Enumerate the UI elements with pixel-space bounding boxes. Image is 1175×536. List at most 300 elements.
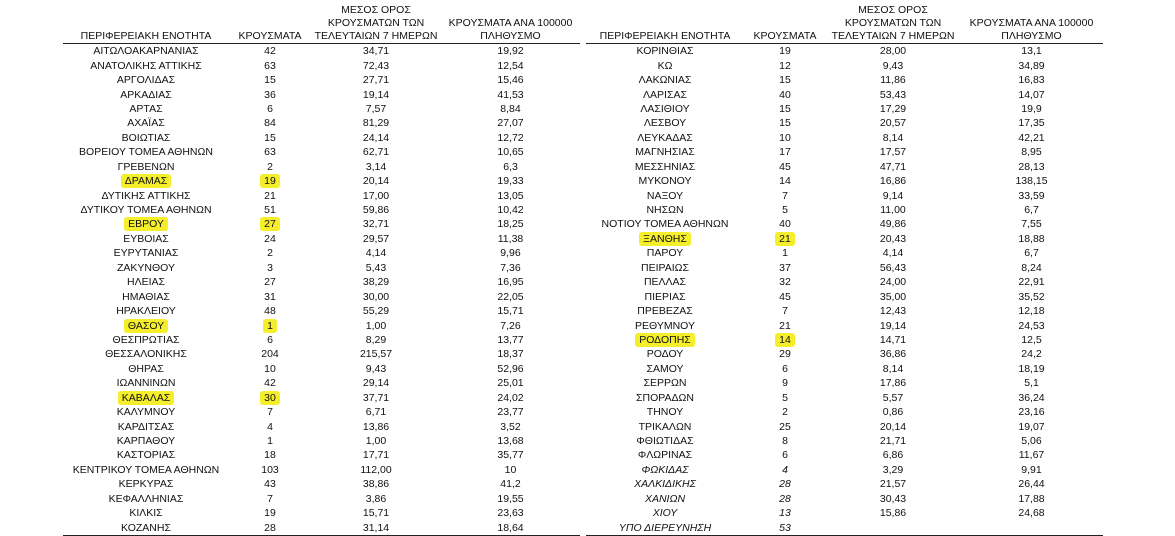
region-cell: [63, 261, 229, 275]
cases-cell-text: 8: [782, 435, 788, 448]
region-cell-text: ΗΡΑΚΛΕΙΟΥ: [116, 305, 176, 318]
cases-per-100k-cell: [960, 44, 1103, 59]
avg-7-days-cell-text: 21,71: [879, 435, 907, 448]
cases-cell: [744, 477, 826, 491]
region-cell-text: ΚΟΡΙΝΘΙΑΣ: [636, 45, 694, 58]
cases-per-100k-cell-text: 16,83: [1018, 74, 1045, 87]
avg-7-days-cell: [826, 188, 960, 202]
region-cell-text: ΚΕΦΑΛΛΗΝΙΑΣ: [108, 492, 184, 505]
cases-per-100k-cell: [441, 477, 580, 491]
cases-cell: [229, 289, 311, 303]
region-cell-text: ΜΑΓΝΗΣΙΑΣ: [635, 146, 695, 159]
table-row: [586, 289, 1103, 303]
cases-cell-text: 7: [782, 305, 788, 318]
cases-cell-text: 48: [264, 305, 276, 318]
table-row: [63, 434, 580, 448]
avg-7-days-cell-text: 12,43: [879, 305, 907, 318]
cases-cell-text: 28: [779, 478, 791, 491]
avg-7-days-cell: [826, 506, 960, 520]
cases-per-100k-cell: [960, 261, 1103, 275]
region-cell-text: ΚΑΡΠΑΘΟΥ: [116, 435, 176, 448]
region-cell: [586, 116, 744, 130]
cases-cell: [744, 73, 826, 87]
avg-7-days-cell-text: 53,43: [879, 88, 907, 101]
avg-7-days-cell: [311, 246, 441, 260]
cases-per-100k-cell: [960, 492, 1103, 506]
avg-7-days-cell: [311, 463, 441, 477]
avg-7-days-cell-text: 19,14: [879, 319, 907, 332]
avg-7-days-cell: [826, 73, 960, 87]
avg-7-days-cell: [311, 87, 441, 101]
cases-per-100k-cell-text: 6,7: [1024, 204, 1039, 217]
table-row: [586, 232, 1103, 246]
cases-cell: [744, 405, 826, 419]
avg-7-days-cell: [826, 376, 960, 390]
avg-7-days-cell: [826, 333, 960, 347]
cases-per-100k-cell-text: 7,26: [500, 319, 521, 332]
cases-per-100k-cell: [960, 203, 1103, 217]
avg-7-days-cell-text: 17,57: [879, 146, 907, 159]
cases-per-100k-cell: [441, 102, 580, 116]
cases-cell-text: 28: [779, 492, 791, 505]
region-cell-text: ΚΩ: [657, 59, 673, 72]
cases-per-100k-cell: [960, 304, 1103, 318]
region-cell: [586, 506, 744, 520]
avg-7-days-cell: [311, 304, 441, 318]
table-row: [63, 304, 580, 318]
region-cell-text: ΗΜΑΘΙΑΣ: [122, 290, 170, 303]
region-cell: [63, 506, 229, 520]
cases-cell: [229, 477, 311, 491]
region-cell-text: ΛΕΥΚΑΔΑΣ: [637, 131, 693, 144]
cases-cell-text: 43: [264, 478, 276, 491]
region-cell: [586, 463, 744, 477]
table-row: [63, 102, 580, 116]
avg-7-days-cell: [311, 391, 441, 405]
avg-7-days-cell-text: 32,71: [362, 218, 390, 231]
region-cell: [586, 434, 744, 448]
avg-7-days-cell-text: 19,14: [362, 88, 390, 101]
cases-cell: [744, 318, 826, 332]
region-cell: [63, 275, 229, 289]
avg-7-days-cell-text: 38,86: [362, 478, 390, 491]
avg-7-days-cell: [311, 520, 441, 535]
cases-cell: [744, 275, 826, 289]
cases-per-100k-cell: [441, 347, 580, 361]
cases-cell: [744, 203, 826, 217]
region-cell: [63, 87, 229, 101]
region-cell: [63, 217, 229, 231]
header-avg-7-days: ΜΕΣΟΣ ΟΡΟΣ ΚΡΟΥΣΜΑΤΩΝ ΤΩΝ ΤΕΛΕΥΤΑΙΩΝ 7 ΗΜΕΡΩΝ: [311, 4, 441, 44]
cases-per-100k-cell: [441, 520, 580, 535]
cases-per-100k-cell-text: 9,91: [1021, 463, 1042, 476]
region-cell: [63, 145, 229, 159]
avg-7-days-cell-text: 30,00: [362, 290, 390, 303]
region-cell-text: ΣΑΜΟΥ: [646, 362, 684, 375]
cases-per-100k-cell-text: 26,44: [1018, 478, 1045, 491]
region-cell: [586, 419, 744, 433]
cases-cell: [229, 188, 311, 202]
cases-cell: [744, 434, 826, 448]
cases-per-100k-cell: [441, 434, 580, 448]
avg-7-days-cell: [826, 391, 960, 405]
region-cell: [586, 102, 744, 116]
avg-7-days-cell: [826, 261, 960, 275]
cases-per-100k-cell: [441, 463, 580, 477]
cases-per-100k-cell-text: 8,24: [1021, 261, 1042, 274]
cases-per-100k-cell-text: 8,84: [500, 102, 521, 115]
region-cell-text: ΤΗΝΟΥ: [646, 406, 684, 419]
header-row: [586, 4, 1103, 44]
avg-7-days-cell-text: 20,14: [362, 175, 390, 188]
cases-per-100k-cell-text: 19,9: [1021, 102, 1042, 115]
avg-7-days-cell-text: 17,86: [879, 377, 907, 390]
cases-cell: [744, 232, 826, 246]
table-row: [63, 174, 580, 188]
avg-7-days-cell: [311, 44, 441, 59]
avg-7-days-cell: [826, 232, 960, 246]
region-cell-text: ΑΡΚΑΔΙΑΣ: [120, 88, 172, 101]
region-cell-text: ΝΟΤΙΟΥ ΤΟΜΕΑ ΑΘΗΝΩΝ: [601, 218, 729, 231]
table-row: [63, 448, 580, 462]
cases-per-100k-cell: [960, 131, 1103, 145]
cases-per-100k-cell-text: 42,21: [1018, 131, 1045, 144]
cases-per-100k-cell: [441, 232, 580, 246]
avg-7-days-cell-text: 6,71: [365, 406, 387, 419]
cases-cell: [744, 160, 826, 174]
cases-per-100k-cell: [441, 405, 580, 419]
cases-per-100k-cell-text: 24,53: [1018, 319, 1045, 332]
region-cell-text: ΧΑΝΙΩΝ: [644, 492, 686, 505]
cases-per-100k-cell: [441, 376, 580, 390]
cases-per-100k-cell-text: 18,37: [497, 348, 524, 361]
cases-cell-text: 45: [779, 160, 791, 173]
region-cell-text: ΦΩΚΙΔΑΣ: [641, 463, 689, 476]
avg-7-days-cell-text: 13,86: [362, 420, 390, 433]
avg-7-days-cell: [311, 506, 441, 520]
region-cell-text: ΠΡΕΒΕΖΑΣ: [637, 305, 693, 318]
cases-cell-text: 7: [782, 189, 788, 202]
cases-cell-text: 12: [779, 59, 791, 72]
avg-7-days-cell-text: 17,29: [879, 102, 907, 115]
avg-7-days-cell: [826, 275, 960, 289]
region-cell-text: ΕΥΒΟΙΑΣ: [123, 232, 169, 245]
cases-cell: [229, 492, 311, 506]
cases-cell: [229, 333, 311, 347]
cases-per-100k-cell-text: 5,06: [1021, 435, 1042, 448]
cases-cell-text: 15: [264, 131, 276, 144]
cases-per-100k-cell-text: 18,64: [497, 521, 524, 534]
region-cell-text: ΑΝΑΤΟΛΙΚΗΣ ΑΤΤΙΚΗΣ: [90, 59, 202, 72]
avg-7-days-cell-text: 28,00: [879, 45, 907, 58]
avg-7-days-cell: [311, 116, 441, 130]
cases-cell: [229, 448, 311, 462]
cases-per-100k-cell-text: 18,25: [497, 218, 524, 231]
cases-cell-text: 32: [779, 276, 791, 289]
cases-cell-text: 21: [775, 232, 795, 246]
cases-cell-text: 4: [782, 463, 788, 476]
region-cell-text: ΙΩΑΝΝΙΝΩΝ: [116, 377, 176, 390]
region-cell: [586, 232, 744, 246]
region-cell: [586, 448, 744, 462]
cases-per-100k-cell-text: 36,24: [1018, 391, 1045, 404]
region-cell-text: ΚΟΖΑΝΗΣ: [121, 521, 171, 534]
region-cell: [63, 304, 229, 318]
avg-7-days-cell: [311, 73, 441, 87]
avg-7-days-cell-text: 21,57: [879, 478, 907, 491]
cases-per-100k-cell: [441, 131, 580, 145]
table-row: [63, 492, 580, 506]
cases-per-100k-cell: [960, 116, 1103, 130]
avg-7-days-cell-text: 29,57: [362, 232, 390, 245]
region-cell-text: ΕΒΡΟΥ: [124, 217, 168, 231]
cases-cell: [744, 145, 826, 159]
cases-per-100k-cell-text: 33,59: [1018, 189, 1045, 202]
avg-7-days-cell: [826, 160, 960, 174]
avg-7-days-cell: [311, 261, 441, 275]
cases-cell: [744, 376, 826, 390]
cases-per-100k-cell: [960, 506, 1103, 520]
region-cell-text: ΒΟΡΕΙΟΥ ΤΟΜΕΑ ΑΘΗΝΩΝ: [79, 146, 213, 159]
cases-cell-text: 30: [260, 391, 280, 405]
avg-7-days-cell: [311, 448, 441, 462]
table-row: [63, 376, 580, 390]
cases-per-100k-cell: [441, 58, 580, 72]
region-cell: [63, 174, 229, 188]
region-cell-text: ΦΛΩΡΙΝΑΣ: [637, 449, 693, 462]
region-cell: [586, 391, 744, 405]
avg-7-days-cell: [826, 448, 960, 462]
table-row: [586, 347, 1103, 361]
table-row: [586, 448, 1103, 462]
region-cell-text: ΘΕΣΣΑΛΟΝΙΚΗΣ: [105, 348, 187, 361]
avg-7-days-cell-text: 62,71: [362, 146, 390, 159]
region-cell-text: ΔΥΤΙΚΗΣ ΑΤΤΙΚΗΣ: [101, 189, 191, 202]
region-cell: [63, 419, 229, 433]
region-cell-text: ΠΕΛΛΑΣ: [643, 276, 687, 289]
region-cell: [63, 318, 229, 332]
avg-7-days-cell: [311, 376, 441, 390]
cases-per-100k-cell: [960, 405, 1103, 419]
region-cell-text: ΚΑΣΤΟΡΙΑΣ: [116, 449, 176, 462]
cases-cell-text: 1: [263, 319, 277, 333]
table-row: [63, 58, 580, 72]
region-cell: [586, 477, 744, 491]
cases-per-100k-cell: [960, 73, 1103, 87]
table-row: [586, 419, 1103, 433]
avg-7-days-cell-text: 36,86: [879, 348, 907, 361]
region-cell-text: ΦΘΙΩΤΙΔΑΣ: [636, 435, 694, 448]
table-row: [63, 477, 580, 491]
cases-per-100k-cell-text: 35,52: [1018, 290, 1045, 303]
cases-cell: [229, 520, 311, 535]
table-row: [586, 362, 1103, 376]
cases-per-100k-cell: [960, 58, 1103, 72]
region-cell: [586, 405, 744, 419]
cases-cell-text: 28: [264, 521, 276, 534]
region-cell-text: ΛΑΡΙΣΑΣ: [643, 88, 687, 101]
avg-7-days-cell: [311, 188, 441, 202]
region-cell-text: ΚΑΡΔΙΤΣΑΣ: [117, 420, 175, 433]
region-cell-text: ΔΥΤΙΚΟΥ ΤΟΜΕΑ ΑΘΗΝΩΝ: [80, 204, 212, 217]
table-row: [63, 116, 580, 130]
cases-per-100k-cell: [441, 492, 580, 506]
table-row: [586, 477, 1103, 491]
cases-per-100k-cell-text: 6,7: [1024, 247, 1039, 260]
cases-cell: [229, 174, 311, 188]
cases-cell: [229, 275, 311, 289]
cases-per-100k-cell: [960, 376, 1103, 390]
cases-cell: [229, 145, 311, 159]
cases-per-100k-cell: [441, 506, 580, 520]
cases-per-100k-cell-text: 34,89: [1018, 59, 1045, 72]
cases-cell-text: 103: [261, 463, 279, 476]
cases-per-100k-cell: [960, 275, 1103, 289]
cases-cell-text: 53: [779, 521, 791, 534]
avg-7-days-cell: [826, 102, 960, 116]
region-cell: [586, 492, 744, 506]
cases-per-100k-cell: [960, 434, 1103, 448]
cases-per-100k-cell-text: 6,3: [503, 160, 518, 173]
region-cell-text: ΘΕΣΠΡΩΤΙΑΣ: [112, 333, 180, 346]
avg-7-days-cell: [826, 289, 960, 303]
region-cell: [63, 58, 229, 72]
cases-per-100k-cell-text: 22,05: [497, 290, 524, 303]
cases-per-100k-cell: [441, 419, 580, 433]
avg-7-days-cell: [311, 477, 441, 491]
cases-cell: [744, 506, 826, 520]
region-cell-text: ΕΥΡΥΤΑΝΙΑΣ: [113, 247, 179, 260]
region-cell-text: ΤΡΙΚΑΛΩΝ: [638, 420, 692, 433]
cases-cell: [744, 116, 826, 130]
cases-cell-text: 37: [779, 261, 791, 274]
cases-per-100k-cell: [441, 362, 580, 376]
avg-7-days-cell-text: 7,57: [365, 102, 387, 115]
cases-per-100k-cell-text: 13,05: [497, 189, 524, 202]
cases-per-100k-cell: [960, 188, 1103, 202]
avg-7-days-cell-text: 6,86: [882, 449, 904, 462]
region-cell: [586, 275, 744, 289]
avg-7-days-cell: [826, 405, 960, 419]
region-cell: [586, 289, 744, 303]
avg-7-days-cell: [826, 145, 960, 159]
table-row: [586, 131, 1103, 145]
region-cell-text: ΓΡΕΒΕΝΩΝ: [117, 160, 175, 173]
region-cell: [63, 160, 229, 174]
cases-cell-text: 25: [779, 420, 791, 433]
cases-cell: [229, 131, 311, 145]
cases-cell-text: 31: [264, 290, 276, 303]
cases-per-100k-cell: [960, 477, 1103, 491]
table-row: [586, 333, 1103, 347]
avg-7-days-cell-text: 4,14: [882, 247, 904, 260]
header-cases-per-100k: ΚΡΟΥΣΜΑΤΑ ΑΝΑ 100000 ΠΛΗΘΥΣΜΟ: [441, 4, 580, 44]
cases-cell-text: 42: [264, 45, 276, 58]
cases-per-100k-cell: [441, 289, 580, 303]
region-cell-text: ΑΡΤΑΣ: [129, 102, 163, 115]
region-cell: [586, 347, 744, 361]
table-row: [63, 289, 580, 303]
cases-cell: [744, 246, 826, 260]
table-row: [63, 347, 580, 361]
cases-per-100k-cell: [441, 160, 580, 174]
cases-cell: [744, 44, 826, 59]
cases-cell-text: 18: [264, 449, 276, 462]
cases-per-100k-cell-text: 19,07: [1018, 420, 1045, 433]
region-cell-text: ΧΑΛΚΙΔΙΚΗΣ: [634, 478, 696, 491]
cases-cell: [744, 419, 826, 433]
cases-cell: [229, 391, 311, 405]
cases-per-100k-cell: [441, 261, 580, 275]
avg-7-days-cell: [826, 463, 960, 477]
cases-per-100k-cell-text: 22,91: [1018, 276, 1045, 289]
cases-cell-text: 36: [264, 88, 276, 101]
table-row: [586, 44, 1103, 59]
region-cell-text: ΛΑΚΩΝΙΑΣ: [638, 74, 692, 87]
cases-per-100k-cell: [960, 289, 1103, 303]
cases-per-100k-cell: [441, 73, 580, 87]
cases-per-100k-cell: [960, 391, 1103, 405]
avg-7-days-cell: [826, 477, 960, 491]
avg-7-days-cell-text: 29,14: [362, 377, 390, 390]
cases-cell: [229, 506, 311, 520]
cases-per-100k-cell-text: 35,77: [497, 449, 524, 462]
cases-per-100k-cell-text: 12,72: [497, 131, 524, 144]
cases-cell: [229, 217, 311, 231]
header-row: [63, 4, 580, 44]
cases-cell-text: 15: [779, 102, 791, 115]
cases-per-100k-cell: [960, 174, 1103, 188]
avg-7-days-cell: [311, 362, 441, 376]
region-cell-text: ΞΑΝΘΗΣ: [639, 232, 691, 246]
cases-cell-text: 63: [264, 59, 276, 72]
avg-7-days-cell: [311, 232, 441, 246]
cases-cell-text: 42: [264, 377, 276, 390]
cases-cell: [744, 391, 826, 405]
cases-per-100k-cell-text: 18,19: [1018, 362, 1045, 375]
cases-per-100k-cell: [960, 246, 1103, 260]
cases-cell-text: 27: [260, 217, 280, 231]
region-cell: [63, 347, 229, 361]
cases-per-100k-cell-text: 3,52: [500, 420, 521, 433]
table-row: [586, 145, 1103, 159]
table-row: [586, 391, 1103, 405]
cases-cell: [229, 203, 311, 217]
region-cell-text: ΚΕΝΤΡΙΚΟΥ ΤΟΜΕΑ ΑΘΗΝΩΝ: [72, 463, 220, 476]
region-cell-text: ΛΕΣΒΟΥ: [643, 117, 687, 130]
region-cell: [63, 73, 229, 87]
cases-cell: [229, 434, 311, 448]
table-row: [63, 275, 580, 289]
avg-7-days-cell: [311, 347, 441, 361]
region-cell: [63, 188, 229, 202]
region-cell: [586, 520, 744, 535]
avg-7-days-cell: [826, 203, 960, 217]
cases-cell: [229, 463, 311, 477]
cases-per-100k-cell: [441, 318, 580, 332]
cases-cell-text: 51: [264, 204, 276, 217]
avg-7-days-cell-text: 16,86: [879, 175, 907, 188]
avg-7-days-cell-text: 4,14: [365, 247, 387, 260]
region-cell: [586, 160, 744, 174]
cases-per-100k-cell: [441, 44, 580, 59]
table-row: [63, 203, 580, 217]
cases-per-100k-cell: [441, 188, 580, 202]
region-cell: [63, 116, 229, 130]
table-row: [63, 160, 580, 174]
region-cell: [586, 131, 744, 145]
cases-cell-text: 6: [782, 362, 788, 375]
